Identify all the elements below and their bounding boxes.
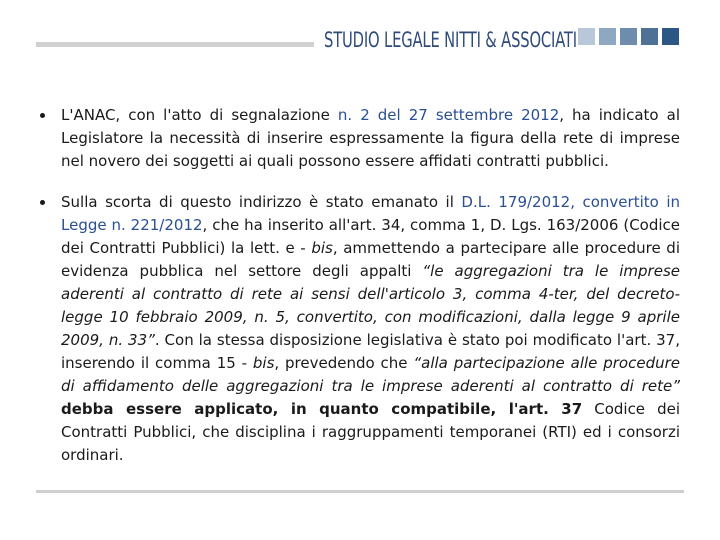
brand-square [641,28,658,45]
quoted-text: “le aggregazioni tra le imprese aderenti al contratto di rete ai sensi dell'articolo 3, comma 4-ter, del decreto-legge 10 febbraio 2009, n. 5, convertito, con modificazioni, dalla legge 9 aprile 2009, n. 33” [61,262,680,349]
text-run: , prevedendo che [274,354,414,372]
bullet-text [61,193,680,464]
quoted-text: bis [311,239,333,257]
text-run: Codice dei Contratti Pubblici, che disciplina i raggruppamenti temporanei (RTI) ed i consorzi ordinari. [61,400,680,464]
footer-divider [36,490,684,493]
header-divider [36,42,314,47]
bullet-decreto [40,191,680,467]
text-run: , ammettendo a partecipare alle procedure di evidenza pubblica nel settore degli appalti [61,239,680,280]
brand-square [578,28,595,45]
brand-square [662,28,679,45]
bullet-anac [40,104,680,173]
quoted-text: bis [252,354,275,372]
slide-content [40,104,680,467]
quoted-text: “alla partecipazione alle procedure di affidamento delle aggregazioni tra le imprese aderenti al contratto di rete” [61,354,680,395]
text-run: , che ha inserito all'art. 34, comma 1, D. Lgs. 163/2006 (Codice dei Contratti Pubblici) la lett. e - [61,216,681,257]
reference-link: D.L. 179/2012, convertito in Legge n. 221/2012 [61,193,680,234]
bullet-dot-icon [40,113,45,118]
brand-square [599,28,616,45]
text-run: , ha indicato al Legislatore la necessità di inserire espressamente la figura della rete di imprese nel novero dei soggetti ai quali possono essere affidati contratti pubblici. [61,106,680,170]
text-run: L'ANAC, con l'atto di segnalazione [61,106,338,124]
bullet-text [61,106,680,170]
bullet-dot-icon [40,200,45,205]
text-run: . Con la stessa disposizione legislativa è stato poi modificato l'art. 37, inserendo il comma 15 - [61,331,680,372]
brand-square [620,28,637,45]
firm-name: STUDIO LEGALE NITTI & ASSOCIATI [324,28,577,52]
emphasis-text: debba essere applicato, in quanto compatibile, l'art. 37 [61,400,583,418]
reference-link: n. 2 del 27 settembre 2012 [337,106,560,124]
text-run: Sulla scorta di questo indirizzo è stato emanato il [61,193,462,211]
